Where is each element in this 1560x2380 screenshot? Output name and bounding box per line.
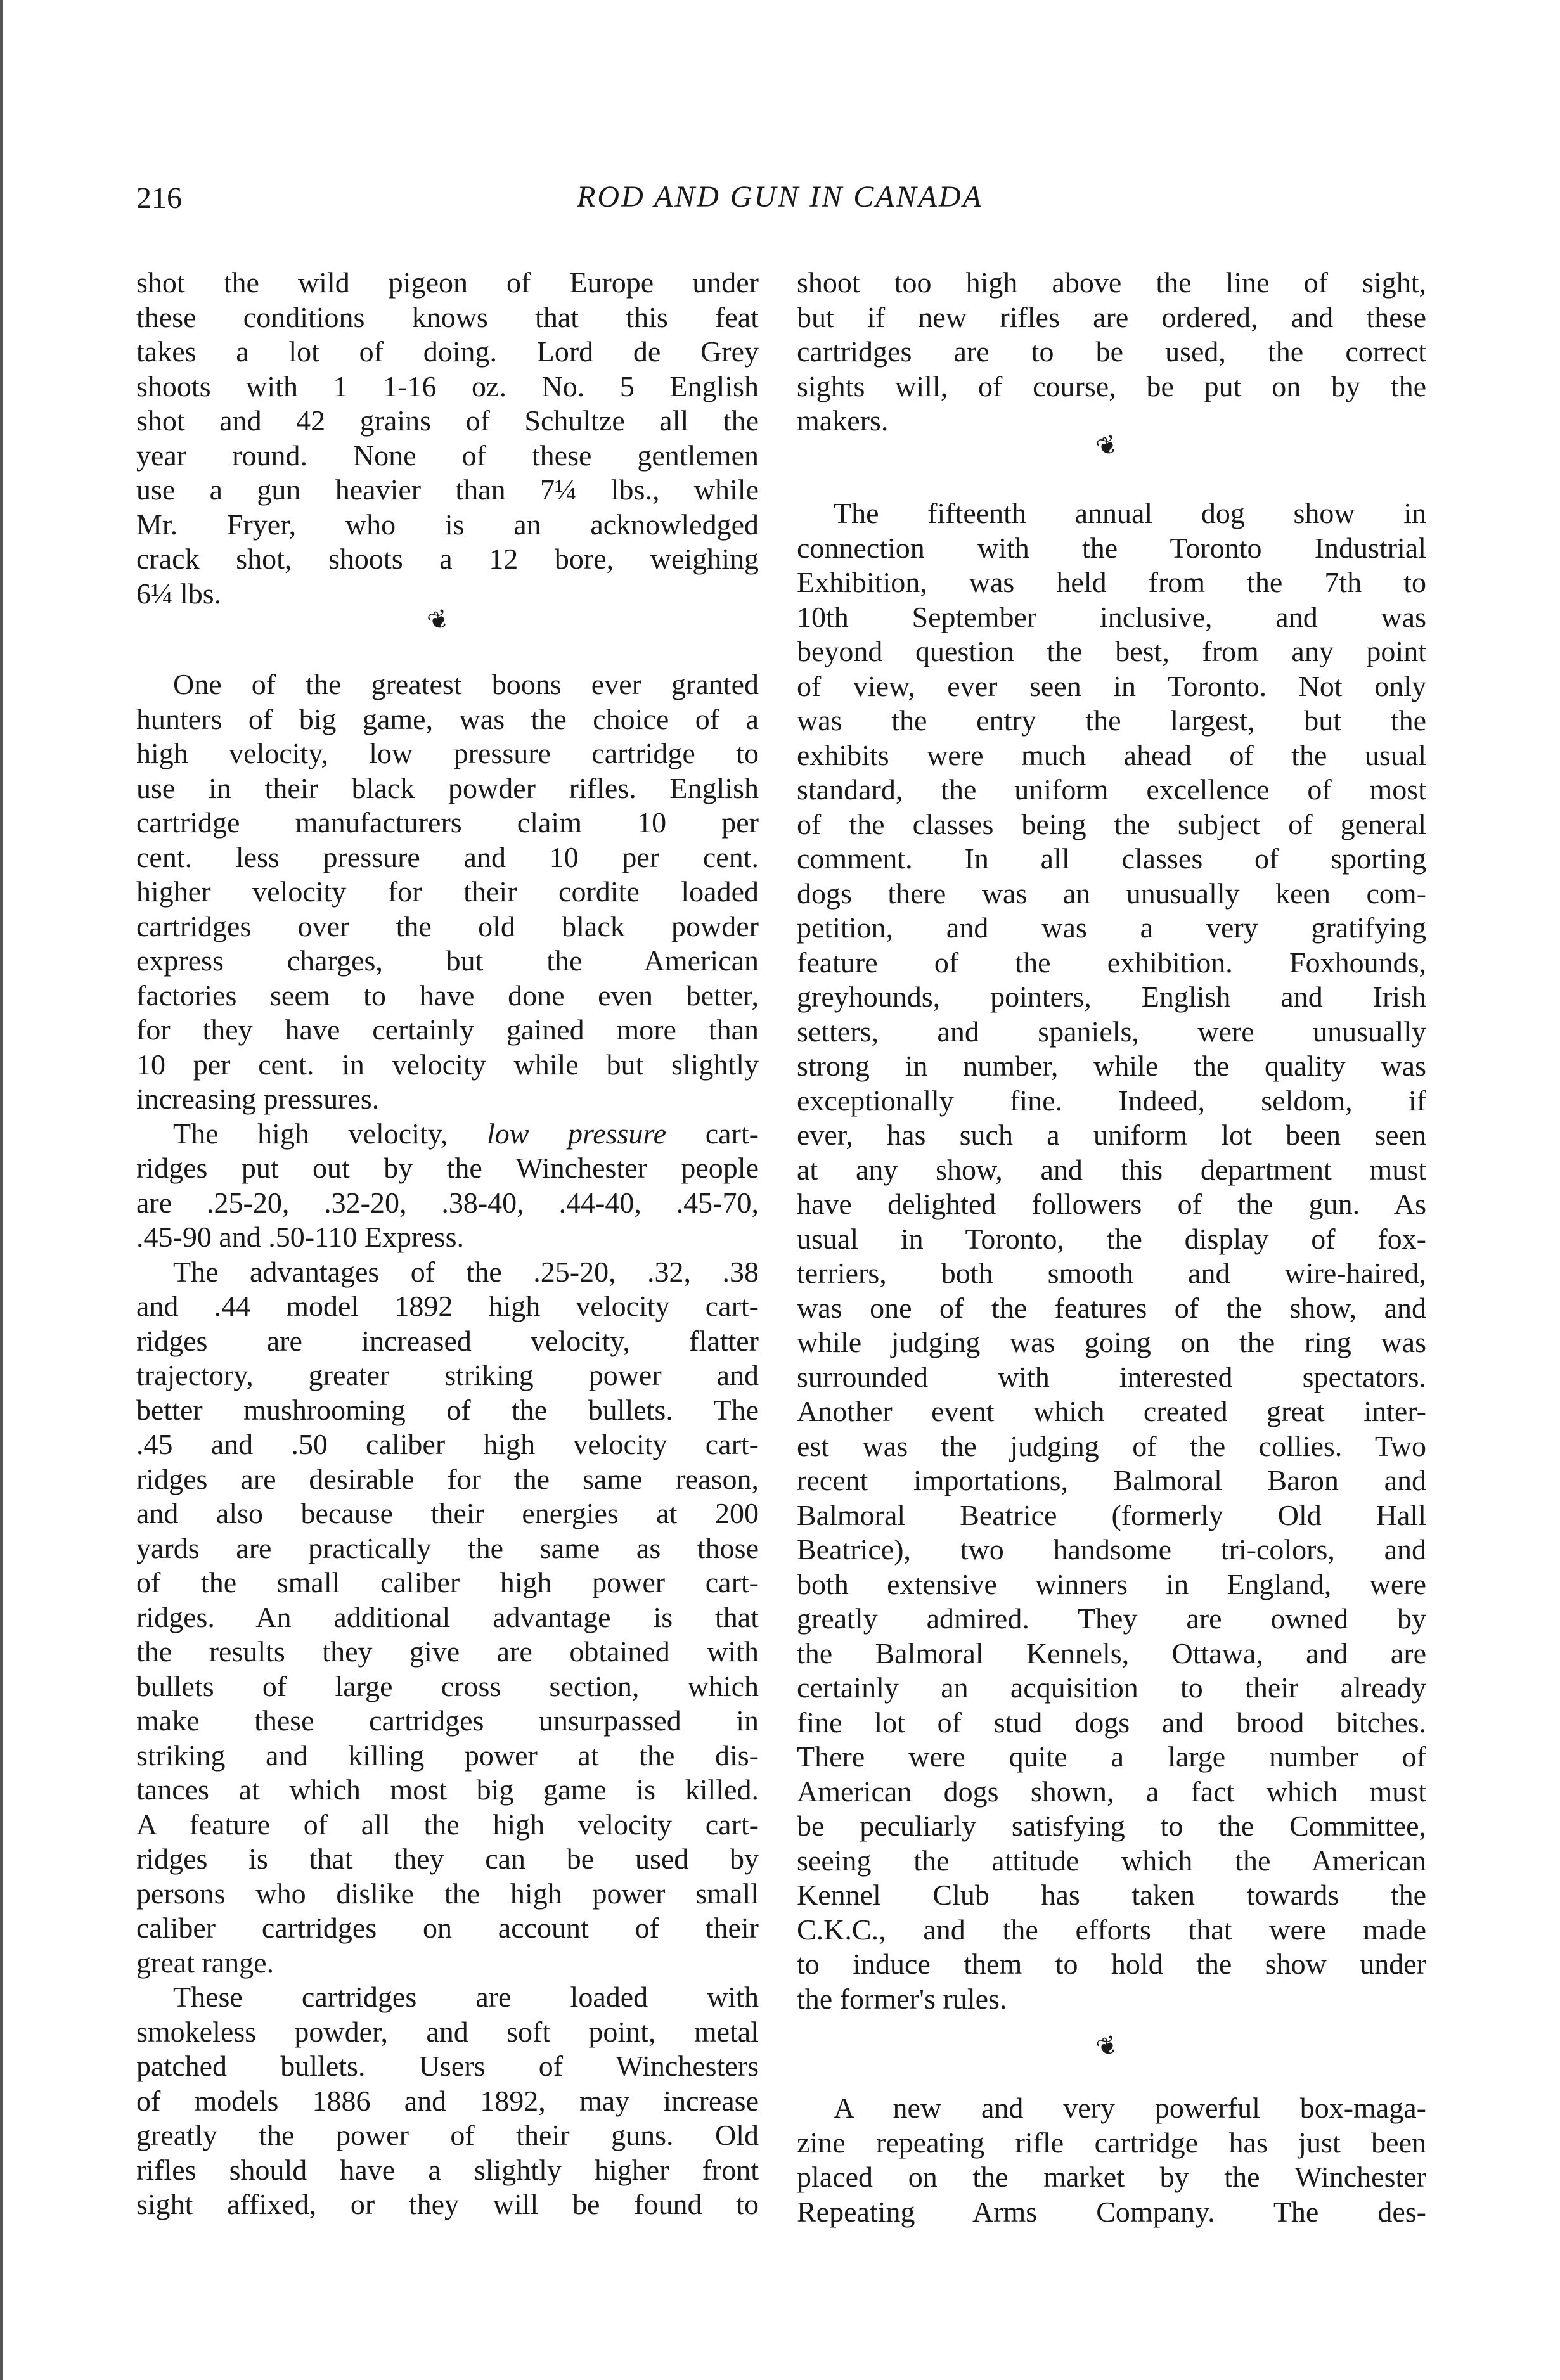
text-line: the Balmoral Kennels, Ottawa, and are (797, 1637, 1426, 1669)
text-line: The advantages of the .25-20, .32, .38 (173, 1255, 759, 1288)
paragraph (136, 266, 759, 611)
text-line: terriers, both smooth and wire-haired, (797, 1257, 1426, 1289)
text-line: placed on the market by the Winchester (797, 2161, 1426, 2193)
paragraph (797, 266, 1426, 439)
text-segment: cart- (666, 1117, 759, 1150)
text-line (136, 1117, 759, 1152)
text-line: but if new rifles are ordered, and these (797, 300, 1426, 333)
text-line: shoots with 1 1-16 oz. No. 5 English (136, 370, 759, 402)
text-line: exceptionally fine. Indeed, seldom, if (797, 1084, 1426, 1117)
text-line: shoot too high above the line of sight, (797, 266, 1426, 299)
text-line: was one of the features of the show, and (797, 1291, 1426, 1324)
text-line: cent. less pressure and 10 per cent. (136, 840, 759, 873)
text-line: C.K.C., and the efforts that were made (797, 1913, 1426, 1946)
text-line: greyhounds, pointers, English and Irish (797, 981, 1426, 1013)
text-line: yards are practically the same as those (136, 1531, 759, 1564)
text-line: zine repeating rifle cartridge has just been (797, 2126, 1426, 2159)
text-line: Exhibition, was held from the 7th to (797, 566, 1426, 598)
text-line: bullets of large cross section, which (136, 1669, 759, 1702)
text-line: setters, and spaniels, were unusually (797, 1015, 1426, 1048)
text-line: of models 1886 and 1892, may increase (136, 2084, 759, 2117)
text-line: sights will, of course, be put on by the (797, 370, 1426, 402)
text-line: Another event which created great inter- (797, 1395, 1426, 1427)
text-line: cartridges are to be used, the correct (797, 335, 1426, 368)
text-line: surrounded with interested spectators. (797, 1360, 1426, 1393)
text-line: at any show, and this department must (797, 1153, 1426, 1186)
text-line: caliber cartridges on account of their (136, 1912, 759, 1944)
text-line: hunters of big game, was the choice of a (136, 702, 759, 735)
text-line: Balmoral Beatrice (formerly Old Hall (797, 1498, 1426, 1531)
text-line: shot and 42 grains of Schultze all the (136, 404, 759, 437)
text-line: was the entry the largest, but the (797, 704, 1426, 737)
text-line: ridges is that they can be used by (136, 1843, 759, 1875)
text-line: Beatrice), two handsome tri-colors, and (797, 1533, 1426, 1566)
text-line: of view, ever seen in Toronto. Not only (797, 669, 1426, 702)
paragraph (797, 2091, 1426, 2229)
text-line: make these cartridges unsurpassed in (136, 1704, 759, 1737)
text-line: great range. (136, 1946, 274, 1979)
text-line: the former's rules. (797, 1982, 1007, 2015)
text-line: tances at which most big game is killed. (136, 1773, 759, 1806)
text-line: for they have certainly gained more than (136, 1013, 759, 1046)
text-line: connection with the Toronto Industrial (797, 531, 1426, 564)
text-line: express charges, but the American (136, 944, 759, 977)
text-line: cartridge manufacturers claim 10 per (136, 806, 759, 839)
text-line: greatly the power of their guns. Old (136, 2119, 759, 2151)
text-line: factories seem to have done even better, (136, 979, 759, 1012)
paragraph (136, 1255, 759, 1981)
text-line: both extensive winners in England, were (797, 1567, 1426, 1600)
text-line: patched bullets. Users of Winchesters (136, 2050, 759, 2082)
text-line: ever, has such a uniform lot been seen (797, 1119, 1426, 1151)
text-line: ridges are increased velocity, flatter (136, 1324, 759, 1357)
text-line: be peculiarly satisfying to the Committee, (797, 1810, 1426, 1842)
text-line: 10 per cent. in velocity while but slightly (136, 1048, 759, 1081)
text-line: .45 and .50 caliber high velocity cart- (136, 1428, 759, 1460)
paragraph (136, 1117, 759, 1255)
paragraph (136, 1980, 759, 2222)
ornament-icon: ❦ (1092, 2029, 1123, 2064)
text-line: Mr. Fryer, who is an acknowledged (136, 508, 759, 541)
text-line: of the small caliber high power cart- (136, 1566, 759, 1598)
text-line: cartridges over the old black powder (136, 910, 759, 942)
text-line: have delighted followers of the gun. As (797, 1188, 1426, 1220)
text-line: exhibits were much ahead of the usual (797, 738, 1426, 771)
text-line: recent importations, Balmoral Baron and (797, 1464, 1426, 1496)
text-line: ridges. An additional advantage is that (136, 1600, 759, 1633)
italic-text: low pressure (486, 1117, 667, 1150)
text-line: the results they give are obtained with (136, 1635, 759, 1668)
text-segment: The high velocity, (173, 1117, 487, 1150)
text-line: greatly admired. They are owned by (797, 1602, 1426, 1635)
text-line: sight affixed, or they will be found to (136, 2188, 759, 2220)
text-line: year round. None of these gentlemen (136, 439, 759, 472)
text-line: crack shot, shoots a 12 bore, weighing (136, 543, 759, 575)
text-line: usual in Toronto, the display of fox- (797, 1222, 1426, 1255)
text-line: rifles should have a slightly higher front (136, 2153, 759, 2186)
ornament-icon: ❦ (423, 603, 454, 638)
text-line: higher velocity for their cordite loaded (136, 875, 759, 908)
text-line: feature of the exhibition. Foxhounds, (797, 946, 1426, 979)
text-line: certainly an acquisition to their already (797, 1671, 1426, 1704)
text-line: smokeless powder, and soft point, metal (136, 2015, 759, 2048)
text-line: Kennel Club has taken towards the (797, 1879, 1426, 1911)
text-line: are .25-20, .32-20, .38-40, .44-40, .45-70, (136, 1186, 759, 1219)
ornament-icon: ❦ (1092, 428, 1123, 463)
text-line: high velocity, low pressure cartridge to (136, 737, 759, 769)
text-line: of the classes being the subject of general (797, 807, 1426, 840)
text-line: A new and very powerful box-maga- (834, 2092, 1426, 2124)
text-line: 6¼ lbs. (136, 577, 222, 610)
text-line: These cartridges are loaded with (173, 1981, 759, 2013)
text-line: better mushrooming of the bullets. The (136, 1393, 759, 1426)
scan-edge (0, 0, 3, 2380)
page-number: 216 (136, 181, 182, 215)
text-line: ridges are desirable for the same reason, (136, 1462, 759, 1495)
text-line: Repeating Arms Company. The des- (797, 2195, 1426, 2228)
text-line: fine lot of stud dogs and brood bitches. (797, 1706, 1426, 1739)
text-line: American dogs shown, a fact which must (797, 1775, 1426, 1808)
text-line: comment. In all classes of sporting (797, 842, 1426, 875)
text-line: while judging was going on the ring was (797, 1326, 1426, 1358)
text-line: trajectory, greater striking power and (136, 1359, 759, 1391)
text-line: ridges put out by the Winchester people (136, 1152, 759, 1184)
text-line: One of the greatest boons ever granted (173, 668, 759, 700)
text-line: persons who dislike the high power small (136, 1877, 759, 1910)
text-line: shot the wild pigeon of Europe under (136, 266, 759, 299)
text-line: petition, and was a very gratifying (797, 911, 1426, 944)
text-line: A feature of all the high velocity cart- (136, 1808, 759, 1841)
paragraph (136, 667, 759, 1117)
text-line: beyond question the best, from any point (797, 635, 1426, 667)
text-line: use a gun heavier than 7¼ lbs., while (136, 473, 759, 506)
text-line: to induce them to hold the show under (797, 1948, 1426, 1980)
running-title: ROD AND GUN IN CANADA (577, 180, 983, 214)
text-line: standard, the uniform excellence of most (797, 773, 1426, 806)
text-line: strong in number, while the quality was (797, 1050, 1426, 1082)
text-line: 10th September inclusive, and was (797, 600, 1426, 633)
text-line: makers. (797, 404, 889, 437)
text-line: these conditions knows that this feat (136, 300, 759, 333)
paragraph (797, 496, 1426, 2016)
text-line: .45-90 and .50-110 Express. (136, 1221, 464, 1253)
text-line: est was the judging of the collies. Two (797, 1429, 1426, 1462)
text-line: seeing the attitude which the American (797, 1844, 1426, 1877)
text-line: The fifteenth annual dog show in (834, 497, 1426, 529)
text-line: and also because their energies at 200 (136, 1497, 759, 1529)
text-line: increasing pressures. (136, 1083, 380, 1115)
text-line: dogs there was an unusually keen com- (797, 877, 1426, 910)
text-line: striking and killing power at the dis- (136, 1739, 759, 1772)
text-line: and .44 model 1892 high velocity cart- (136, 1290, 759, 1322)
text-line: There were quite a large number of (797, 1740, 1426, 1773)
text-line: use in their black powder rifles. English (136, 771, 759, 804)
text-line: takes a lot of doing. Lord de Grey (136, 335, 759, 368)
